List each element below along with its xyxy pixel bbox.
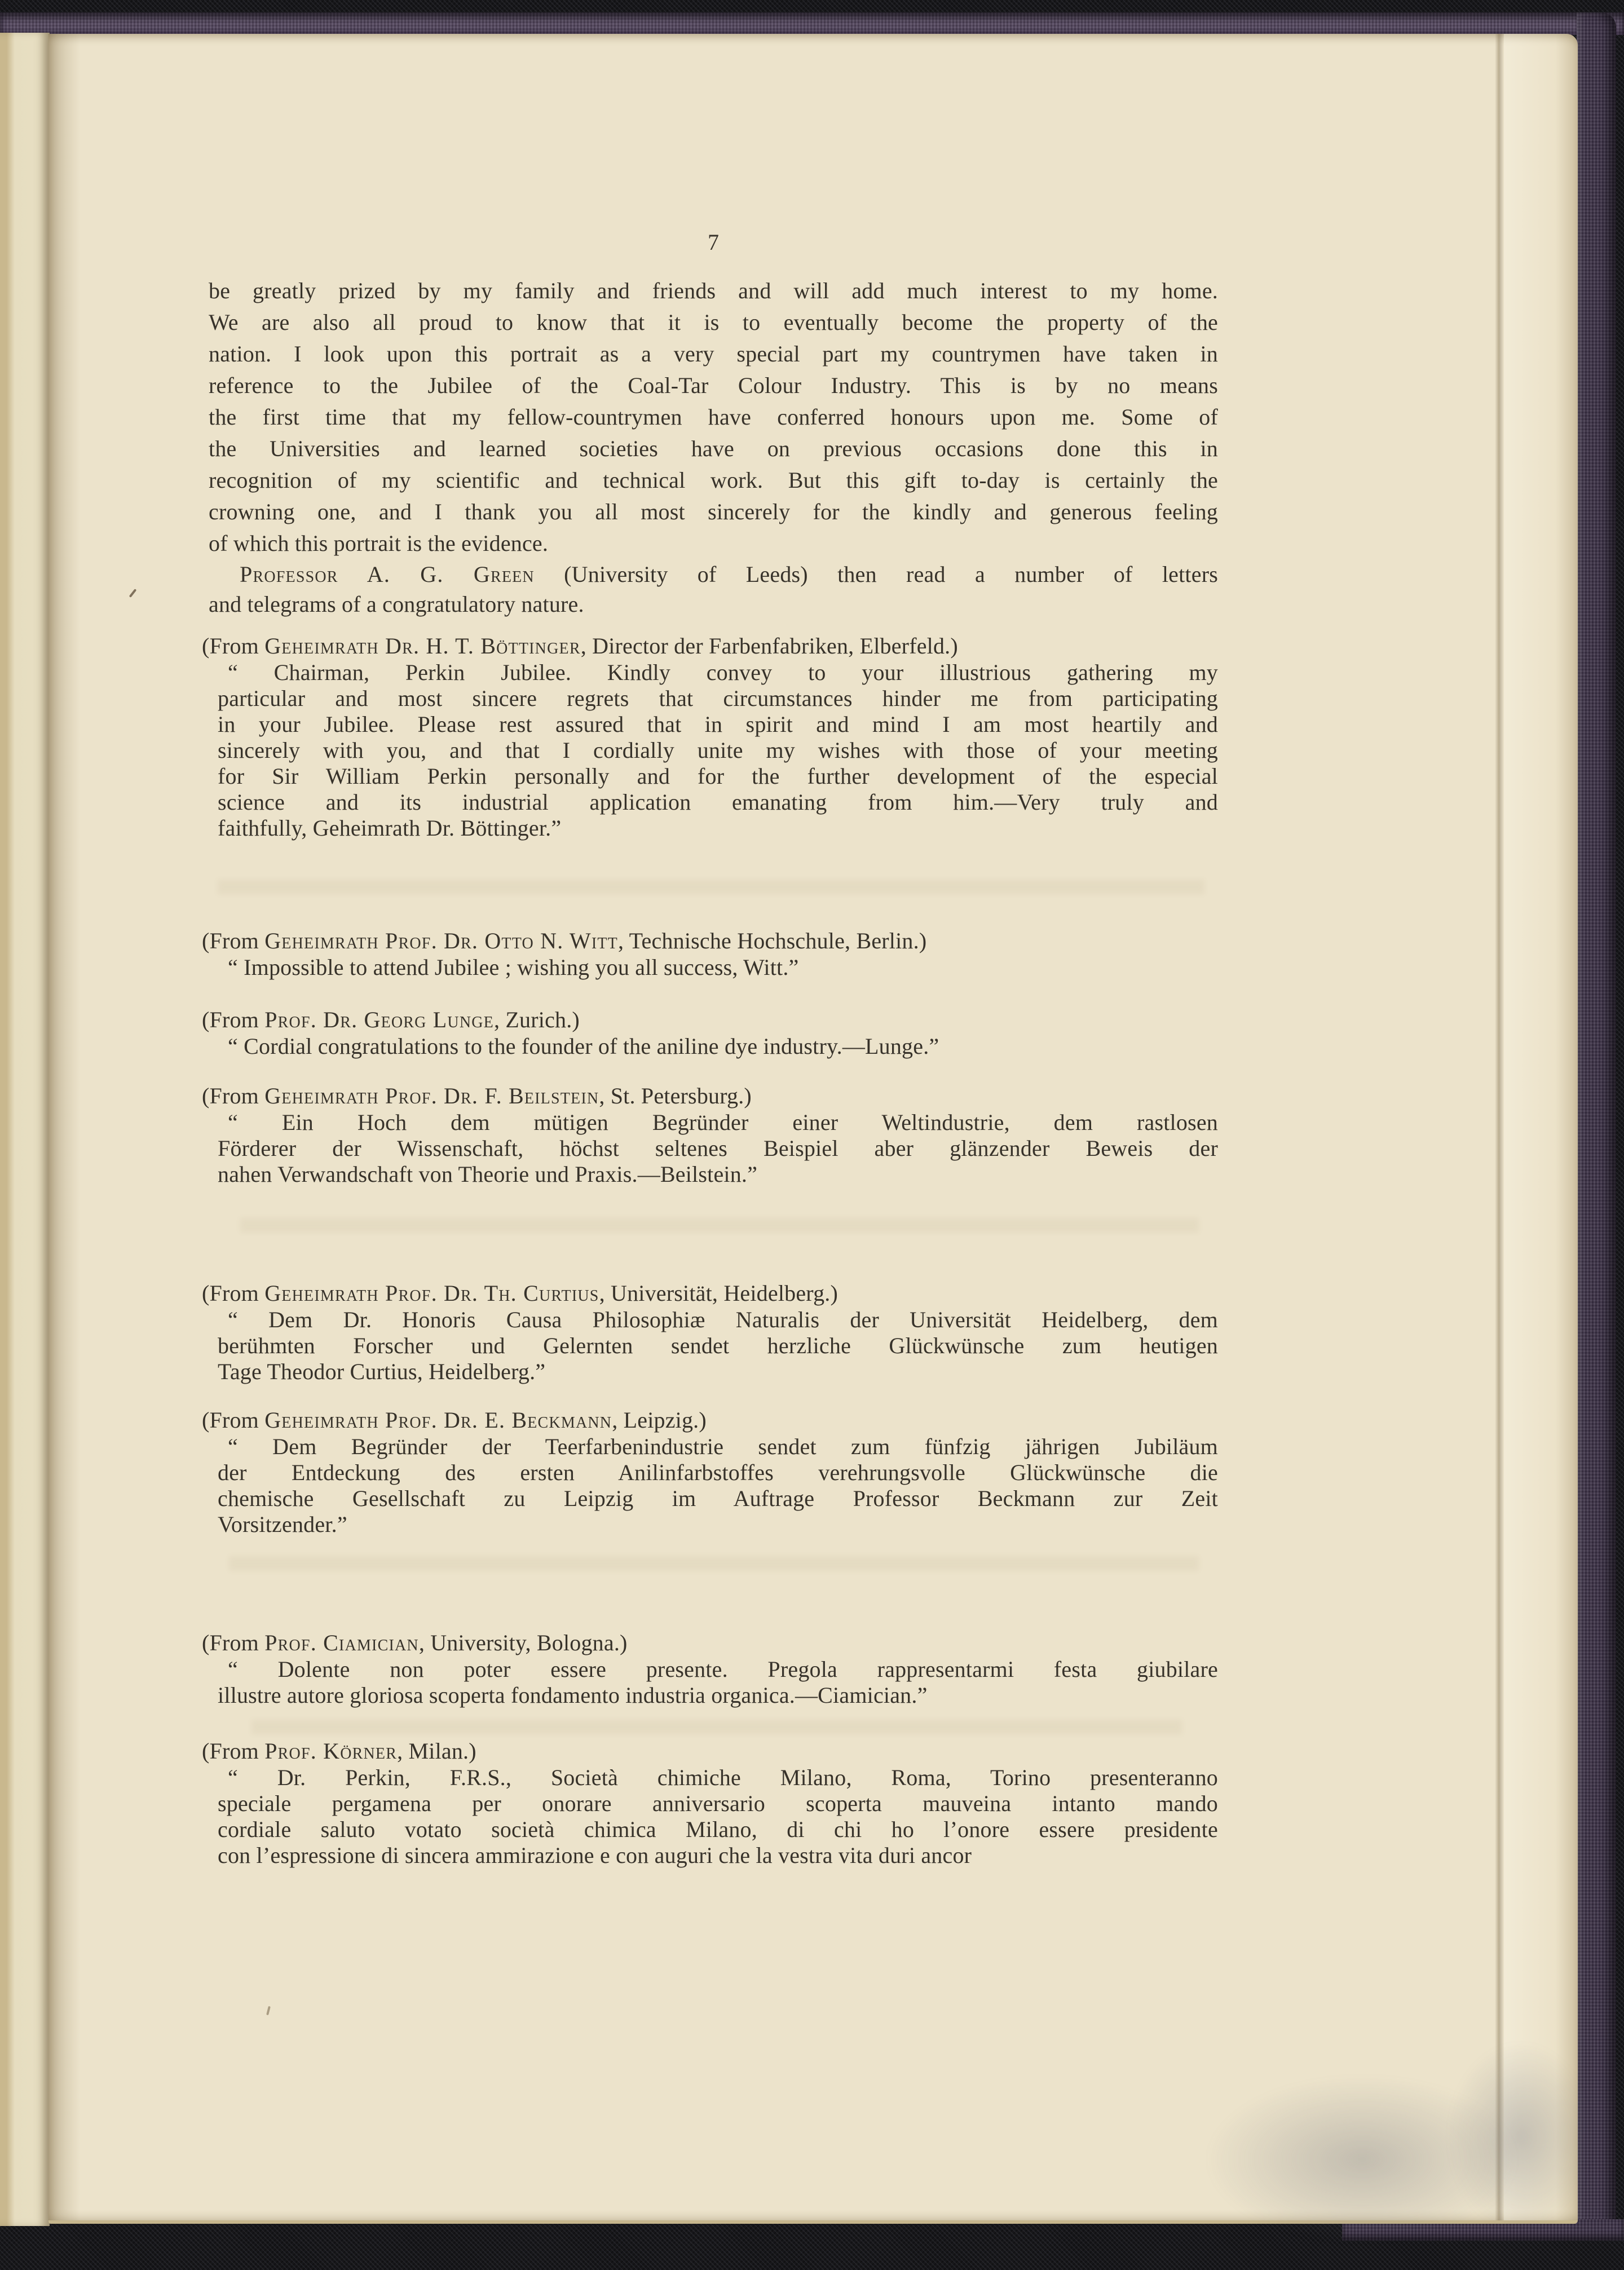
sender-location: , Technische Hochschule, Berlin.) bbox=[618, 928, 927, 953]
sender-location: , Milan.) bbox=[397, 1738, 476, 1764]
paragraph-speech-continuation bbox=[209, 275, 1218, 559]
paragraph-professor-green bbox=[209, 559, 1218, 619]
text-line: illustre autore gloriosa scoperta fondamento industria organica.—Ciamician.” bbox=[218, 1682, 928, 1708]
letter-header bbox=[202, 1738, 1218, 1765]
text-line: nation. I look upon this portrait as a very special part my countrymen have taken in bbox=[209, 341, 1218, 366]
text-line: particular and most sincere regrets that circumstances hinder me from participating bbox=[218, 686, 1218, 711]
text-line: science and its industrial application emanating from him.—Very truly and bbox=[218, 789, 1218, 815]
text-line: of which this portrait is the evidence. bbox=[209, 531, 549, 556]
letter-korner bbox=[202, 1738, 1218, 1869]
text-line: Vorsitzender.” bbox=[218, 1512, 347, 1537]
text-line: “ Dem Dr. Honoris Causa Philosophiæ Naturalis der Universität Heidelberg, dem bbox=[228, 1307, 1218, 1332]
letter-header bbox=[202, 633, 1218, 660]
sender-name: Geheimrath Prof. Dr. Th. Curtius bbox=[264, 1280, 599, 1306]
text-line: nahen Verwandschaft von Theorie und Praxis.—Beilstein.” bbox=[218, 1162, 758, 1187]
text-line: speciale pergamena per onorare anniversario scoperta mauveina intanto mando bbox=[218, 1791, 1218, 1816]
sender-name: Geheimrath Prof. Dr. E. Beckmann bbox=[264, 1407, 612, 1433]
book-cover-edge-right bbox=[1577, 12, 1616, 2238]
text-line: and telegrams of a congratulatory nature. bbox=[209, 591, 584, 617]
from-label: (From bbox=[202, 1630, 265, 1655]
sender-location: , Leipzig.) bbox=[612, 1407, 707, 1433]
sender-name: Geheimrath Prof. Dr. F. Beilstein bbox=[264, 1083, 599, 1108]
page-curl-shadow bbox=[1447, 2041, 1594, 2233]
letter-ciamician bbox=[202, 1629, 1218, 1708]
sender-location: , Zurich.) bbox=[494, 1007, 580, 1032]
text-line: We are also all proud to know that it is to eventually become the property of the bbox=[209, 310, 1218, 335]
speaker-name: Professor A. G. Green bbox=[240, 562, 535, 587]
letter-header bbox=[202, 1083, 1218, 1110]
fore-edge-page bbox=[1504, 34, 1578, 2220]
text-line bbox=[209, 559, 1218, 589]
letter-body bbox=[209, 1307, 1218, 1385]
from-label: (From bbox=[202, 1007, 265, 1032]
text-line: Tage Theodor Curtius, Heidelberg.” bbox=[218, 1359, 546, 1384]
text-line: be greatly prized by my family and friends and will add much interest to my home. bbox=[209, 278, 1218, 303]
letter-header bbox=[202, 1006, 1218, 1034]
sender-name: Prof. Körner bbox=[264, 1738, 398, 1764]
text-line: Förderer der Wissenschaft, höchst seltenes Beispiel aber glänzender Beweis der bbox=[218, 1136, 1218, 1161]
sender-name: Geheimrath Prof. Dr. Otto N. Witt bbox=[264, 928, 618, 953]
from-label: (From bbox=[202, 1280, 265, 1306]
sender-location: , University, Bologna.) bbox=[418, 1630, 628, 1655]
text-line: the first time that my fellow-countrymen have conferred honours upon me. Some of bbox=[209, 404, 1218, 430]
text-line: “ Cordial congratulations to the founder of the aniline dye industry.—Lunge.” bbox=[228, 1034, 939, 1059]
letter-body bbox=[209, 660, 1218, 841]
show-through-ghost bbox=[229, 1556, 1199, 1571]
text-line: “ Dolente non poter essere presente. Pregola rappresentarmi festa giubilare bbox=[228, 1657, 1218, 1682]
letter-curtius bbox=[202, 1280, 1218, 1385]
sender-name: Prof. Ciamician bbox=[264, 1630, 419, 1655]
text-line: “ Chairman, Perkin Jubilee. Kindly convey to your illustrious gathering my bbox=[228, 660, 1218, 685]
text-run: (University of Leeds) then read a number of letters bbox=[534, 562, 1218, 587]
letter-lunge bbox=[202, 1006, 1218, 1059]
text-line: recognition of my scientific and technical work. But this gift to-day is certainly the bbox=[209, 467, 1218, 493]
letter-header bbox=[202, 928, 1218, 955]
from-label: (From bbox=[202, 1407, 265, 1433]
letter-body bbox=[209, 1034, 1218, 1059]
text-line: “ Impossible to attend Jubilee ; wishing you all success, Witt.” bbox=[228, 955, 799, 980]
letter-body bbox=[209, 1765, 1218, 1869]
letter-body bbox=[209, 1657, 1218, 1708]
text-line: “ Ein Hoch dem mütigen Begründer einer Weltindustrie, dem rastlosen bbox=[228, 1110, 1218, 1135]
letter-body bbox=[209, 1110, 1218, 1187]
letter-bottinger bbox=[202, 633, 1218, 841]
page-edge-left bbox=[0, 33, 50, 2226]
ink-speck bbox=[129, 589, 137, 598]
letter-witt bbox=[202, 928, 1218, 981]
text-line: in your Jubilee. Please rest assured that in spirit and mind I am most heartily and bbox=[218, 712, 1218, 737]
from-label: (From bbox=[202, 1738, 265, 1764]
text-line: “ Dem Begründer der Teerfarbenindustrie sendet zum fünfzig jährigen Jubiläum bbox=[228, 1434, 1218, 1459]
text-line: crowning one, and I thank you all most sincerely for the kindly and generous feeling bbox=[209, 499, 1218, 524]
letter-header bbox=[202, 1629, 1218, 1657]
sender-name: Geheimrath Dr. H. T. Böttinger bbox=[264, 633, 581, 659]
sender-location: , Universität, Heidelberg.) bbox=[599, 1280, 839, 1306]
text-line: the Universities and learned societies have on previous occasions done this in bbox=[209, 436, 1218, 461]
text-line: for Sir William Perkin personally and for the further development of the especial bbox=[218, 763, 1218, 789]
text-line: “ Dr. Perkin, F.R.S., Società chimiche Milano, Roma, Torino presenteranno bbox=[228, 1765, 1218, 1790]
text-line: faithfully, Geheimrath Dr. Böttinger.” bbox=[218, 815, 562, 841]
letter-body bbox=[209, 1434, 1218, 1538]
letter-beilstein bbox=[202, 1083, 1218, 1187]
letter-header bbox=[202, 1280, 1218, 1307]
gutter-shadow bbox=[48, 34, 80, 2220]
from-label: (From bbox=[202, 928, 265, 953]
from-label: (From bbox=[202, 1083, 265, 1108]
sender-name: Prof. Dr. Georg Lunge bbox=[264, 1007, 494, 1032]
letter-beckmann bbox=[202, 1407, 1218, 1538]
book-cover-edge-top bbox=[0, 12, 1624, 35]
text-line: cordiale saluto votato società chimica Milano, di chi ho l’onore essere presidente bbox=[218, 1817, 1218, 1842]
show-through-ghost bbox=[218, 880, 1204, 894]
page-number: 7 bbox=[708, 229, 719, 255]
show-through-ghost bbox=[251, 1720, 1182, 1734]
show-through-ghost bbox=[240, 1218, 1199, 1233]
letter-header bbox=[202, 1407, 1218, 1434]
from-label: (From bbox=[202, 633, 265, 659]
ink-speck bbox=[266, 2006, 271, 2015]
sender-location: , St. Petersburg.) bbox=[599, 1083, 752, 1108]
text-line: der Entdeckung des ersten Anilinfarbstoffes verehrungsvolle Glückwünsche die bbox=[218, 1460, 1218, 1485]
text-line: chemische Gesellschaft zu Leipzig im Auftrage Professor Beckmann zur Zeit bbox=[218, 1486, 1218, 1511]
book-page bbox=[48, 34, 1578, 2224]
sender-location: , Director der Farbenfabriken, Elberfeld.) bbox=[580, 633, 958, 659]
text-line: berühmten Forscher und Gelernten sendet herzliche Glückwünsche zum heutigen bbox=[218, 1333, 1218, 1358]
letter-body bbox=[209, 955, 1218, 981]
text-line: sincerely with you, and that I cordially unite my wishes with those of your meeting bbox=[218, 737, 1218, 763]
text-line: reference to the Jubilee of the Coal-Tar Colour Industry. This is by no means bbox=[209, 373, 1218, 398]
text-line: con l’espressione di sincera ammirazione e con auguri che la vestra vita duri ancor bbox=[218, 1843, 972, 1868]
page-crease bbox=[1495, 34, 1504, 2220]
